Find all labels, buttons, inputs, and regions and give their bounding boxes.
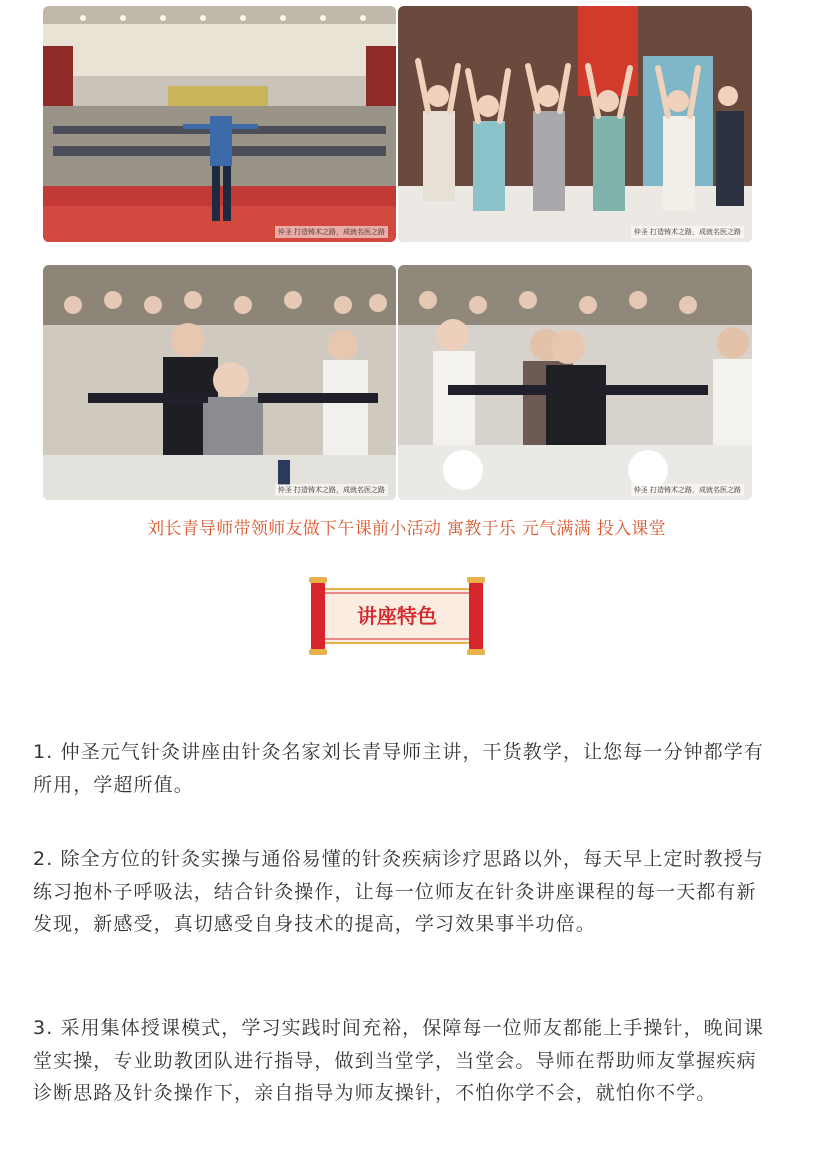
- photo-arms-stretched-right: [398, 265, 752, 500]
- photo-watermark: 仲圣 打造铸术之路，成就名医之路: [275, 484, 388, 496]
- feature-paragraph-3: 3. 采用集体授课模式，学习实践时间充裕，保障每一位师友都能上手操针，晚间课堂实操，专业助教团队进行指导，做到当堂学，当堂会。导师在帮助师友掌握疾病诊断思路及针灸操作下，亲自指导为师友操针，不怕你学不会，就怕你不学。: [33, 1017, 764, 1104]
- feature-paragraph-1: 1. 仲圣元气针灸讲座由针灸名家刘长青导师主讲，干货教学，让您每一分钟都学有所用，学超所值。: [33, 741, 764, 796]
- photo-arms-stretched-left-image: [43, 265, 396, 500]
- photo-arms-stretched-right-image: [398, 265, 752, 500]
- photo-hall-wide-image: [43, 6, 396, 242]
- section-title-banner: [305, 575, 489, 657]
- photo-watermark: 仲圣 打造铸术之路，成就名医之路: [275, 226, 388, 238]
- photo-arms-raised-image: [398, 6, 752, 242]
- photo-caption: 刘长青导师带领师友做下午课前小活动 寓教于乐 元气满满 投入课堂: [147, 519, 666, 539]
- section-title: 讲座特色: [357, 604, 437, 628]
- photo-hall-wide: [43, 6, 396, 242]
- photo-watermark: 仲圣 打造铸术之路，成就名医之路: [631, 484, 744, 496]
- photo-watermark: 仲圣 打造铸术之路，成就名医之路: [631, 226, 744, 238]
- feature-paragraph-2: 2. 除全方位的针灸实操与通俗易懂的针灸疾病诊疗思路以外，每天早上定时教授与练习抱朴子呼吸法，结合针灸操作，让每一位师友在针灸讲座课程的每一天都有新发现，新感受，真切感受自身技术的提高，学习效果事半功倍。: [33, 848, 764, 935]
- photo-arms-raised: [398, 6, 752, 242]
- photo-arms-stretched-left: [43, 265, 396, 500]
